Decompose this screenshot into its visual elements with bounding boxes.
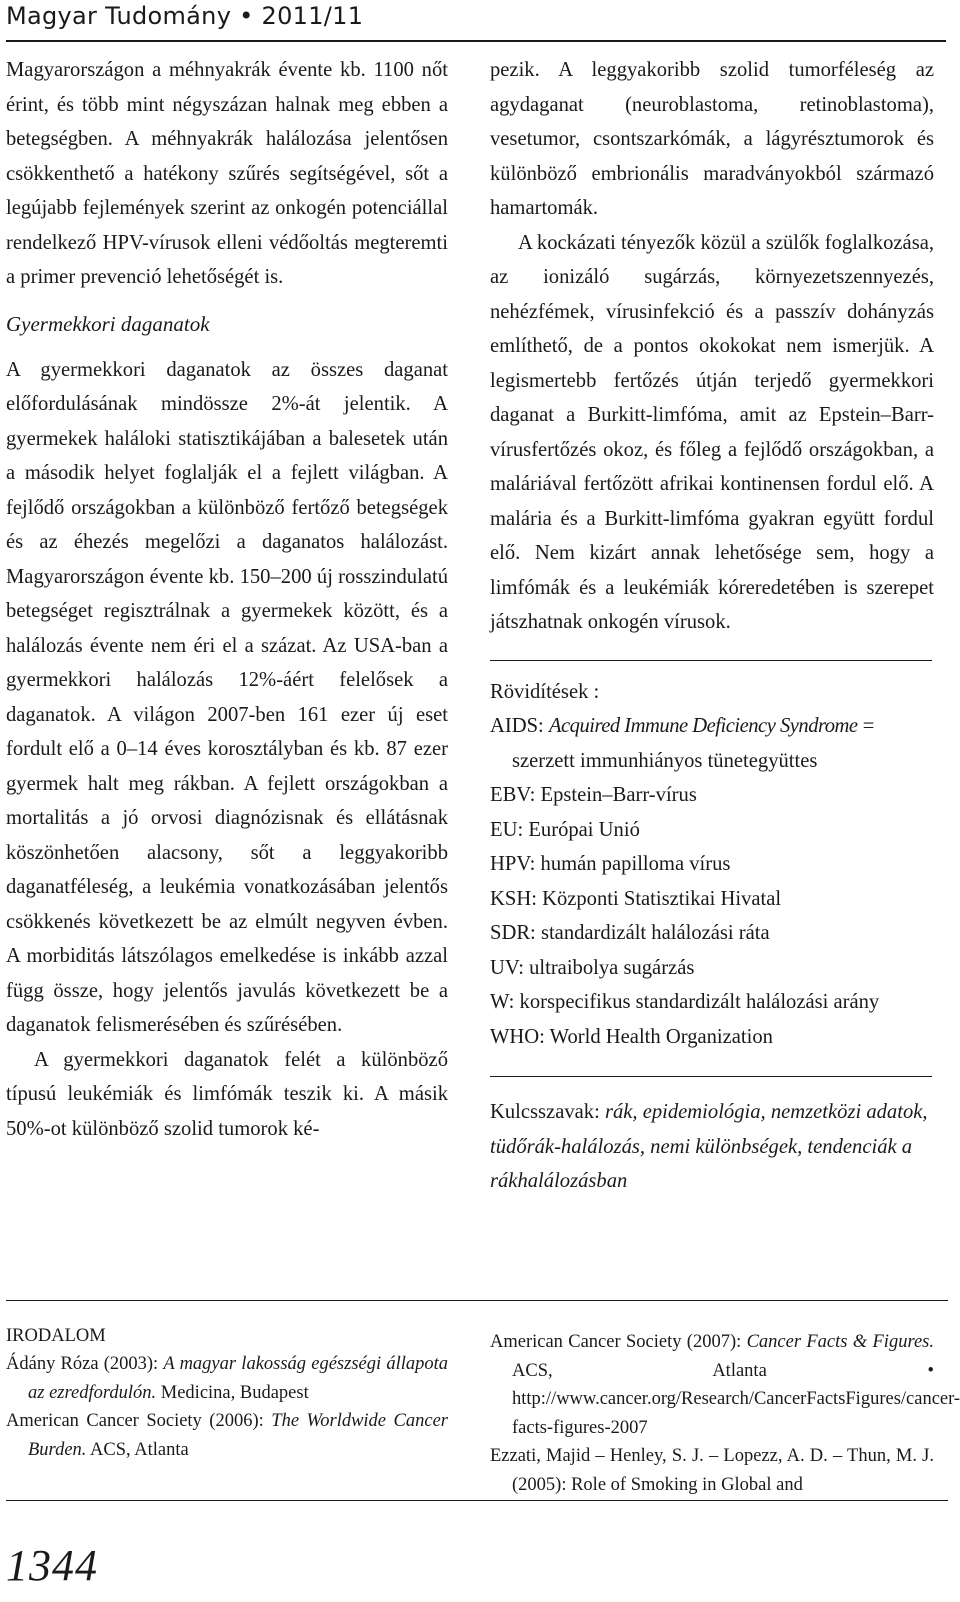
right-column [490, 53, 934, 1199]
reference-entry [6, 1350, 448, 1407]
body-paragraph: pezik. A leggyakoribb szolid tumorféleség az agydaganat (neuroblastoma, retinoblastoma), vesetumor, csontszarkómák, a lágyrésztumorok és különböző embrionális maradványokból származó hamartomák. [490, 59, 934, 219]
abbreviation-term: UV: [490, 956, 524, 979]
abbreviations-list [490, 709, 934, 1054]
body-paragraph: A gyermekkori daganatok felét a különböző típusú leukémiák és limfómák teszik ki. A másik 50%-ot különböző szolid tumorok ké- [6, 1048, 448, 1140]
abbreviation-term: KSH: [490, 887, 537, 910]
reference-publisher: Medicina, Budapest [156, 1382, 309, 1403]
references-title: IRODALOM [6, 1326, 106, 1346]
reference-entry [490, 1442, 934, 1499]
abbreviation-item [490, 1020, 934, 1055]
reference-title: Cancer Facts & Figures. [746, 1332, 934, 1352]
abbreviation-definition-italic: Acquired Immune Deficiency Syndrome [548, 715, 858, 737]
divider [490, 660, 932, 661]
reference-title: A magyar lakosság egészségi állapota az ezredfordulón. [28, 1354, 448, 1403]
page-number: 1344 [6, 1541, 98, 1590]
abbreviation-definition: = szerzett immunhiányos tünetegyüttes [512, 715, 875, 772]
abbreviation-definition: Európai Unió [523, 818, 640, 841]
body-paragraph: A gyermekkori daganatok az összes daganat előfordulásának mindössze 2%-át jelentik. A gyermekek haláloki statisztikájában a balesetek után a második helyet foglalják el a fejlett világban. A fejlődő országokban a különböző fertőző betegségek és az éhezés megelőzi a daganatos halálozást. Magyarországon évente kb. 150–200 új rosszindulatú betegséget regisztrálnak a gyermekek között, és a halálozás évente nem éri el a százat. Az USA-ban a gyermekkori halálozás 12%-áért felelősek a daganatok. A világon 2007-ben 161 ezer új eset fordult elő a 0–14 éves korosztályban és kb. 87 ezer gyermek halt meg rákban. A fejlett országokban a mortalitás a jó orvosi diagnózisnak és ellátásnak köszönhetően alacsony, sőt a leggyakoribb daganatféleség, a leukémia vonatkozásában jelentős csökkenés következett be az elmúlt negyven évben. A morbiditás látszólagos emelkedése is inkább azzal függ össze, hogy jelentős javulás következett be a daganatok felismerésében és szűrésében. [6, 358, 448, 1036]
body-paragraph: A kockázati tényezők közül a szülők foglalkozása, az ionizáló sugárzás, környezetszennyezés, nehézfémek, vírusinfekció és a passzív dohányzás említhető, de a pontos okokokat nem ismerjük. A legismertebb fertőzés útján terjedő gyermekkori daganat a Burkitt-limfóma, amit az Epstein–Barr-vírusfertőzés okoz, és főleg a fejlődő országokban, a maláriával fertőzött afrikai kontinensen fordul elő. A malária és a Burkitt-limfóma gyakran együtt fordul elő. Nem kizárt annak lehetősége sem, hogy a limfómák és a leukémiák kóreredetében is szerepet játszhatnak onkogén vírusok. [490, 231, 934, 633]
abbreviation-item [490, 847, 934, 882]
keywords [490, 1095, 934, 1199]
references-right [490, 1328, 960, 1499]
abbreviation-definition: humán papilloma vírus [535, 853, 731, 875]
abbreviation-definition: Központi Statisztikai Hivatal [536, 887, 782, 910]
abbreviation-item [490, 813, 934, 848]
keywords-label: Kulcsszavak: [490, 1101, 605, 1123]
reference-authors: American Cancer Society (2006): [6, 1411, 272, 1431]
abbreviation-term: WHO: [490, 1025, 545, 1048]
keywords-text: rák, epidemiológia, nemzetközi adatok, tüdőrák-halálozás, nemi különbségek, tendenciák a rákhalálozásban [490, 1101, 928, 1192]
abbreviation-item [490, 882, 934, 917]
abbreviation-definition: korspecifikus standardizált halálozási arány [514, 991, 880, 1013]
reference-authors: Ezzati, Majid – Henley, S. J. – Lopezz, A. D. – Thun, M. J. (2005): [490, 1446, 934, 1495]
body-paragraph: Magyarországon a méhnyakrák évente kb. 1100 nőt érint, és több mint négyszázan halnak meg ebben a betegségben. A méhnyakrák halálozása jelentősen csökkenthető a hatékony szűrés segítségével, sőt a legújabb fejlemények szerint az onkogén potenciállal rendelkező HPV-vírusok elleni védőoltás megteremti a primer prevenció lehetőségét is. [6, 59, 448, 288]
reference-authors: Ádány Róza (2003): [6, 1354, 164, 1374]
abbreviation-term: HPV: [490, 853, 536, 875]
divider [490, 1076, 932, 1077]
abbreviation-definition: standardizált halálozási ráta [535, 922, 770, 944]
abbreviations-title: Rövidítések : [490, 680, 600, 703]
abbreviation-item [490, 778, 934, 813]
abbreviation-term: EBV: [490, 784, 536, 806]
left-column [6, 53, 448, 1146]
reference-entry [490, 1328, 960, 1442]
footer-divider [6, 1500, 948, 1501]
abbreviation-term: W: [490, 991, 515, 1013]
references-left [6, 1322, 448, 1464]
reference-authors: American Cancer Society (2007): [490, 1332, 747, 1352]
abbreviation-term: SDR: [490, 922, 536, 944]
reference-entry [6, 1407, 448, 1464]
abbreviation-item [490, 985, 934, 1020]
reference-publisher: ACS, Atlanta • http://www.cancer.org/Research/CancerFactsFigures/cancer-facts-figures-2007 [512, 1360, 960, 1438]
abbreviation-definition: Epstein–Barr-vírus [535, 784, 697, 806]
reference-title: The Worldwide Cancer Burden. [28, 1411, 448, 1460]
reference-publisher: Role of Smoking in Global and [571, 1474, 803, 1495]
abbreviation-definition: World Health Organization [544, 1025, 773, 1048]
abbreviation-term: AIDS: [490, 715, 544, 737]
running-header [6, 0, 946, 42]
references-divider [6, 1300, 948, 1301]
abbreviation-item [490, 916, 934, 951]
abbreviation-definition: ultraibolya sugárzás [523, 956, 695, 979]
section-heading: Gyermekkori daganatok [6, 311, 210, 336]
abbreviation-item [490, 709, 934, 778]
reference-publisher: ACS, Atlanta [86, 1439, 189, 1460]
abbreviation-item [490, 951, 934, 986]
journal-title: Magyar Tudomány • 2011/11 [6, 2, 364, 30]
abbreviation-term: EU: [490, 818, 524, 841]
